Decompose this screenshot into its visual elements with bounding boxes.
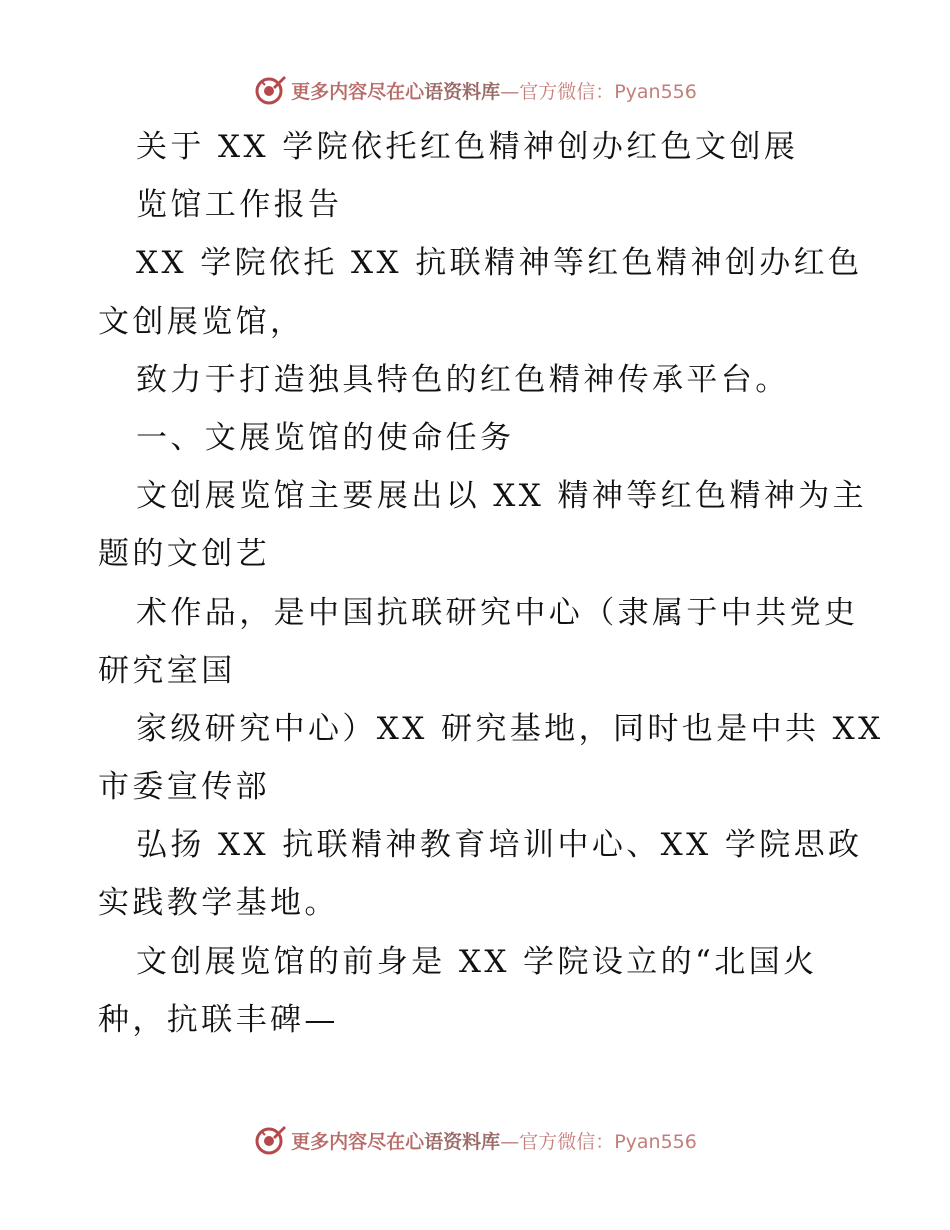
header-banner bbox=[0, 70, 950, 110]
paragraph-line: 实践教学基地。 bbox=[98, 885, 339, 922]
banner-text-part1: 更多内容尽在心 bbox=[291, 1130, 425, 1153]
brand-logo-icon bbox=[253, 1123, 287, 1157]
banner-text-part1: 更多内容尽在心 bbox=[291, 80, 425, 103]
paragraph-line: 文创展览馆， bbox=[98, 303, 305, 340]
paragraph-line: 题的文创艺 bbox=[98, 536, 270, 573]
paragraph-line: 市委宣传部 bbox=[98, 769, 270, 806]
section-heading: 一、文展览馆的使命任务 bbox=[136, 419, 515, 456]
footer-banner bbox=[0, 1120, 950, 1160]
paragraph-line: 种，抗联丰碑— bbox=[98, 1001, 339, 1038]
paragraph-line: 文创展览馆主要展出以 XX 精神等红色精神为主 bbox=[136, 478, 868, 515]
doc-title-line-2: 览馆工作报告 bbox=[136, 187, 343, 224]
brand-logo-icon bbox=[253, 73, 287, 107]
paragraph-line: 术作品，是中国抗联研究中心（隶属于中共党史 bbox=[136, 594, 859, 631]
paragraph-line: 弘扬 XX 抗联精神教育培训中心、XX 学院思政 bbox=[136, 827, 863, 864]
paragraph-line: 文创展览馆的前身是 XX 学院设立的“北国火 bbox=[136, 943, 818, 980]
doc-title-line-1: 关于 XX 学院依托红色精神创办红色文创展 bbox=[136, 129, 799, 165]
paragraph-line: XX 学院依托 XX 抗联精神等红色精神创办红色 bbox=[136, 245, 863, 282]
paragraph-line: 家级研究中心）XX 研究基地，同时也是中共 XX bbox=[136, 710, 884, 747]
document-body bbox=[98, 118, 884, 1049]
banner-text-part3: —官方微信：Pyan556 bbox=[500, 80, 697, 103]
paragraph-line: 致力于打造独具特色的红色精神传承平台。 bbox=[136, 361, 790, 398]
banner-text-part2: 语资料库 bbox=[424, 80, 501, 103]
banner-text-part3: —官方微信：Pyan556 bbox=[500, 1130, 697, 1153]
paragraph-line: 研究室国 bbox=[98, 652, 236, 689]
banner-text-part2: 语资料库 bbox=[424, 1130, 501, 1153]
